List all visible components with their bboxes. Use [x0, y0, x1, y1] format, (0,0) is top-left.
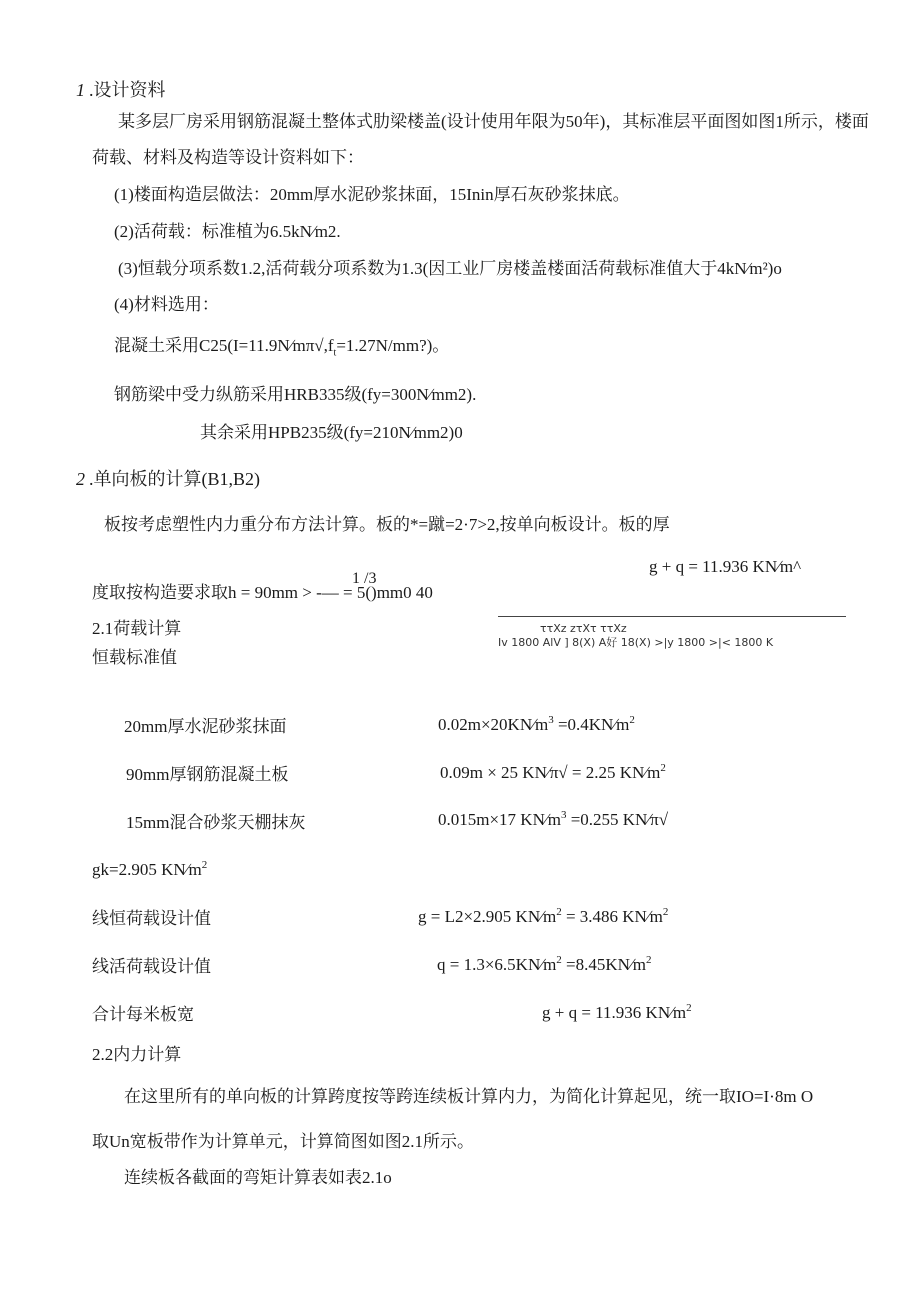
other-steel-spec: 其余采用HPB235级(fy=210N∕mm2)0 [200, 423, 463, 442]
section1-heading: 1 .设计资料 [76, 80, 166, 100]
diagram-supports: ττXz zτXτ ττXz [540, 622, 627, 635]
design-item-3: (3)恒载分项系数1.2,活荷载分项系数为1.3(因工业厂房楼盖楼面活荷载标准值大于4kN∕m²)o [118, 259, 782, 278]
load-3-value: 0.015m×17 $KN∕m^3 =0.255$ KN∕π√ [438, 809, 669, 829]
line-dead-value: g = L2×2.905 $KN∕m^2 = 3.486$ $KN∕m^2$ [418, 906, 669, 926]
design-item-4: (4)材料选用： [114, 295, 219, 314]
subsection-2-2: 2.2内力计算 [92, 1045, 182, 1064]
moment-table-reference: 连续板各截面的弯矩计算表如表2.1o [124, 1168, 392, 1187]
load-1-label: 20mm厚水泥砂浆抹面 [124, 717, 287, 736]
gk-total: gk=2.905 $KN∕m^2$ [92, 859, 208, 879]
design-item-1: (1)楼面构造层做法：20mm厚水泥砂浆抹面，15Inin厚石灰砂浆抹底。 [114, 185, 630, 204]
load-1-value: $0.02m\times 20KN∕m^3$ $=0.4KN∕m^2$ [438, 714, 635, 734]
fraction-numerator: 1 /3 [352, 570, 377, 587]
internal-force-paragraph-line2: 取Un宽板带作为计算单元，计算简图如图2.1所示。 [92, 1132, 475, 1151]
diagram-spans: Iv 1800 AlV ] 8(X) A好 18(X) >|y 1800 >|< 1800 K [498, 636, 774, 649]
subsection-2-1: 2.1荷载计算 [92, 619, 182, 638]
concrete-spec: 混凝土采用$C25(I=11.9N∕m\pi√,f_t=1.27N/mm?)$。 [114, 336, 450, 359]
load-2-label: 90mm厚钢筋混凝土板 [126, 765, 289, 784]
section1-intro-line1: 某多层厂房采用钢筋混凝土整体式肋梁楼盖(设计使用年限为50年)，其标准层平面图如图1所示，楼面 [118, 112, 869, 131]
section1-intro-line2: 荷载、材料及构造等设计资料如下： [92, 148, 364, 167]
load-3-label: 15mm混合砂浆天棚抹灰 [126, 813, 306, 832]
line-live-label: 线活荷载设计值 [92, 957, 211, 976]
dead-load-standard-label: 恒载标准值 [92, 648, 177, 667]
design-item-2: (2)活荷载：标准植为6.5kN∕m2. [114, 222, 341, 241]
load-2-value: 0.09m × 25 KN∕π√ = 2.25 $KN∕m^2$ [440, 762, 666, 782]
line-live-value: $q = 1.3\times 6.5KN∕m^2$ $=8.45KN∕m^2$ [437, 954, 652, 974]
section2-heading: 2 .单向板的计算(B1,B2) [76, 469, 260, 489]
gq-right-formula: g + q = 11.936 KN∕m^ [649, 557, 802, 576]
main-steel-spec: 钢筋梁中受力纵筋采用HRB335级(fy=300N∕mm2). [114, 385, 477, 404]
total-label: 合计每米板宽 [92, 1005, 194, 1024]
line-dead-label: 线恒荷载设计值 [92, 909, 211, 928]
total-value: g + q = 11.936 $KN∕m^2$ [542, 1002, 692, 1022]
diagram-baseline [498, 616, 846, 617]
thickness-text: 度取按构造要求取h = 90mm > -— = 5()mm0 40 [92, 583, 433, 602]
section2-paragraph: 板按考虑塑性内力重分布方法计算。板的*=蹴=2·7>2,按单向板设计。板的厚 [104, 515, 670, 534]
internal-force-paragraph-line1: 在这里所有的单向板的计算跨度按等跨连续板计算内力，为简化计算起见，统一取IO=I·8m O [124, 1087, 814, 1106]
